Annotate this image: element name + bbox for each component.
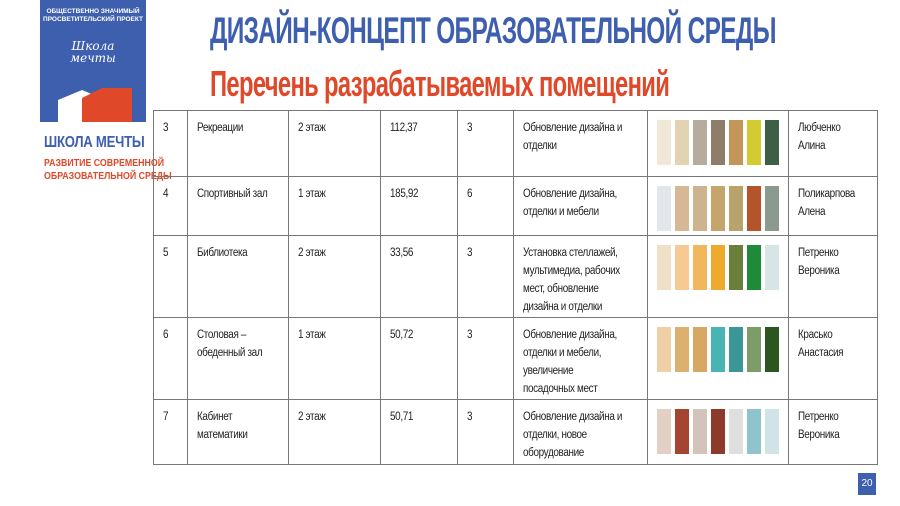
project-caption-line: ПРОСВЕТИТЕЛЬСКИЙ ПРОЕКТ — [43, 16, 143, 23]
work-description-cell — [514, 236, 648, 318]
room-name-cell-text: Спортивный зал — [197, 188, 268, 200]
area-cell-text: 50,72 — [390, 329, 414, 341]
area-cell — [381, 400, 458, 465]
color-swatch — [711, 409, 725, 454]
row-number-cell-text: 6 — [163, 329, 169, 341]
author-cell-text: Вероника — [798, 265, 840, 277]
brand-panel — [40, 0, 146, 122]
brand-name: ШКОЛА МЕЧТЫ — [44, 134, 145, 151]
count-cell — [458, 400, 514, 465]
color-swatch — [729, 245, 743, 290]
color-palette — [657, 244, 779, 290]
author-cell-text: Вероника — [798, 429, 840, 441]
project-caption — [40, 8, 146, 24]
color-swatch — [711, 327, 725, 372]
color-swatch — [729, 186, 743, 231]
work-description-cell-text: дизайна и отделки — [523, 301, 603, 313]
author-cell-text: Петренко — [798, 411, 839, 423]
row-number-cell — [154, 177, 188, 236]
color-palette — [657, 119, 779, 165]
color-palette-cell — [648, 111, 789, 177]
work-description-cell — [514, 318, 648, 400]
color-swatch — [765, 120, 779, 165]
work-description-cell-text: отделки, новое — [523, 429, 587, 441]
color-swatch — [675, 186, 689, 231]
color-swatch — [729, 409, 743, 454]
area-cell — [381, 318, 458, 400]
work-description-cell-text: отделки и мебели — [523, 206, 599, 218]
color-swatch — [747, 245, 761, 290]
floor-cell-text: 1 этаж — [298, 188, 326, 200]
color-swatch — [657, 120, 671, 165]
author-cell — [789, 111, 878, 177]
row-number-cell-text: 4 — [163, 188, 169, 200]
count-cell-text: 3 — [467, 247, 473, 259]
color-swatch — [675, 120, 689, 165]
count-cell — [458, 111, 514, 177]
room-name-cell-text: математики — [197, 429, 248, 441]
area-cell — [381, 236, 458, 318]
floor-cell-text: 1 этаж — [298, 329, 326, 341]
room-name-cell — [188, 236, 289, 318]
color-palette — [657, 185, 779, 231]
author-cell — [789, 177, 878, 236]
row-number-cell — [154, 318, 188, 400]
color-swatch — [675, 245, 689, 290]
brand-subtitle-line: РАЗВИТИЕ СОВРЕМЕННОЙ — [44, 157, 165, 169]
room-name-cell-text: обеденный зал — [197, 347, 263, 359]
color-palette-cell — [648, 400, 789, 465]
color-palette-cell — [648, 236, 789, 318]
work-description-cell — [514, 111, 648, 177]
color-swatch — [747, 327, 761, 372]
work-description-cell-text: Обновление дизайна и — [523, 122, 623, 134]
page-title: ДИЗАЙН-КОНЦЕПТ ОБРАЗОВАТЕЛЬНОЙ СРЕДЫ — [210, 10, 776, 51]
color-swatch — [657, 245, 671, 290]
color-swatch — [765, 327, 779, 372]
table-row — [154, 400, 878, 465]
author-cell — [789, 400, 878, 465]
author-cell-text: Поликарпова — [798, 188, 856, 200]
color-palette — [657, 326, 779, 372]
color-swatch — [747, 409, 761, 454]
floor-cell — [289, 177, 381, 236]
area-cell — [381, 111, 458, 177]
project-caption-line: ОБЩЕСТВЕННО ЗНАЧИМЫЙ — [46, 8, 140, 15]
color-swatch — [693, 245, 707, 290]
area-cell-text: 112,37 — [390, 122, 418, 134]
author-cell-text: Алина — [798, 140, 826, 152]
color-palette-cell — [648, 177, 789, 236]
color-swatch — [765, 186, 779, 231]
area-cell-text: 185,92 — [390, 188, 419, 200]
author-cell-text: Анастасия — [798, 347, 844, 359]
work-description-cell-text: мультимедиа, рабочих — [523, 265, 621, 277]
author-cell-text: Красько — [798, 329, 833, 341]
color-swatch — [711, 186, 725, 231]
brand-subtitle-line: ОБРАЗОВАТЕЛЬНОЙ СРЕДЫ — [44, 170, 172, 182]
work-description-cell-text: увеличение — [523, 365, 574, 377]
color-swatch — [693, 327, 707, 372]
color-swatch — [657, 327, 671, 372]
room-name-cell — [188, 111, 289, 177]
work-description-cell — [514, 400, 648, 465]
room-name-cell — [188, 400, 289, 465]
color-palette-cell — [648, 318, 789, 400]
work-description-cell — [514, 177, 648, 236]
color-swatch — [765, 245, 779, 290]
author-cell-text: Петренко — [798, 247, 839, 259]
room-name-cell — [188, 177, 289, 236]
color-palette — [657, 408, 779, 454]
floor-cell — [289, 236, 381, 318]
area-cell-text: 33,56 — [390, 247, 414, 259]
table-row — [154, 318, 878, 400]
rooms-table — [153, 110, 878, 465]
color-swatch — [711, 245, 725, 290]
row-number-cell — [154, 236, 188, 318]
row-number-cell — [154, 400, 188, 465]
room-name-cell-text: Рекреации — [197, 122, 244, 134]
color-swatch — [693, 186, 707, 231]
floor-cell-text: 2 этаж — [298, 411, 326, 423]
page-subtitle: Перечень разрабатываемых помещений — [210, 63, 670, 104]
color-swatch — [675, 409, 689, 454]
row-number-cell — [154, 111, 188, 177]
color-swatch — [693, 120, 707, 165]
color-swatch — [765, 409, 779, 454]
work-description-cell-text: отделки и мебели, — [523, 347, 602, 359]
area-cell-text: 50,71 — [390, 411, 414, 423]
count-cell-text: 3 — [467, 122, 473, 134]
color-swatch — [657, 409, 671, 454]
school-house-icon — [58, 86, 132, 122]
work-description-cell-text: Установка стеллажей, — [523, 247, 618, 259]
floor-cell — [289, 400, 381, 465]
work-description-cell-text: мест, обновление — [523, 283, 599, 295]
color-swatch — [675, 327, 689, 372]
table-row — [154, 177, 878, 236]
author-cell-text: Алена — [798, 206, 826, 218]
school-logo-text — [40, 40, 146, 64]
color-swatch — [729, 120, 743, 165]
row-number-cell-text: 3 — [163, 122, 169, 134]
color-swatch — [657, 186, 671, 231]
author-cell — [789, 318, 878, 400]
count-cell-text: 3 — [467, 329, 473, 341]
work-description-cell-text: оборудование — [523, 447, 585, 459]
color-swatch — [747, 186, 761, 231]
work-description-cell-text: посадочных мест — [523, 383, 598, 395]
page-number: 20 — [858, 473, 876, 495]
work-description-cell-text: Обновление дизайна, — [523, 188, 618, 200]
count-cell-text: 3 — [467, 411, 473, 423]
row-number-cell-text: 5 — [163, 247, 169, 259]
room-name-cell — [188, 318, 289, 400]
count-cell — [458, 236, 514, 318]
color-swatch — [693, 409, 707, 454]
color-swatch — [711, 120, 725, 165]
author-cell — [789, 236, 878, 318]
floor-cell-text: 2 этаж — [298, 247, 326, 259]
area-cell — [381, 177, 458, 236]
color-swatch — [747, 120, 761, 165]
table-row — [154, 236, 878, 318]
work-description-cell-text: отделки — [523, 140, 557, 152]
work-description-cell-text: Обновление дизайна и — [523, 411, 623, 423]
work-description-cell-text: Обновление дизайна, — [523, 329, 618, 341]
count-cell-text: 6 — [467, 188, 473, 200]
room-name-cell-text: Библиотека — [197, 247, 248, 259]
floor-cell — [289, 111, 381, 177]
logo-line: Школа — [71, 39, 115, 53]
row-number-cell-text: 7 — [163, 411, 169, 423]
room-name-cell-text: Столовая – — [197, 329, 247, 341]
logo-line: мечты — [70, 51, 116, 65]
table-row — [154, 111, 878, 177]
room-name-cell-text: Кабинет — [197, 411, 233, 423]
color-swatch — [729, 327, 743, 372]
author-cell-text: Любченко — [798, 122, 841, 134]
floor-cell — [289, 318, 381, 400]
count-cell — [458, 177, 514, 236]
floor-cell-text: 2 этаж — [298, 122, 326, 134]
count-cell — [458, 318, 514, 400]
